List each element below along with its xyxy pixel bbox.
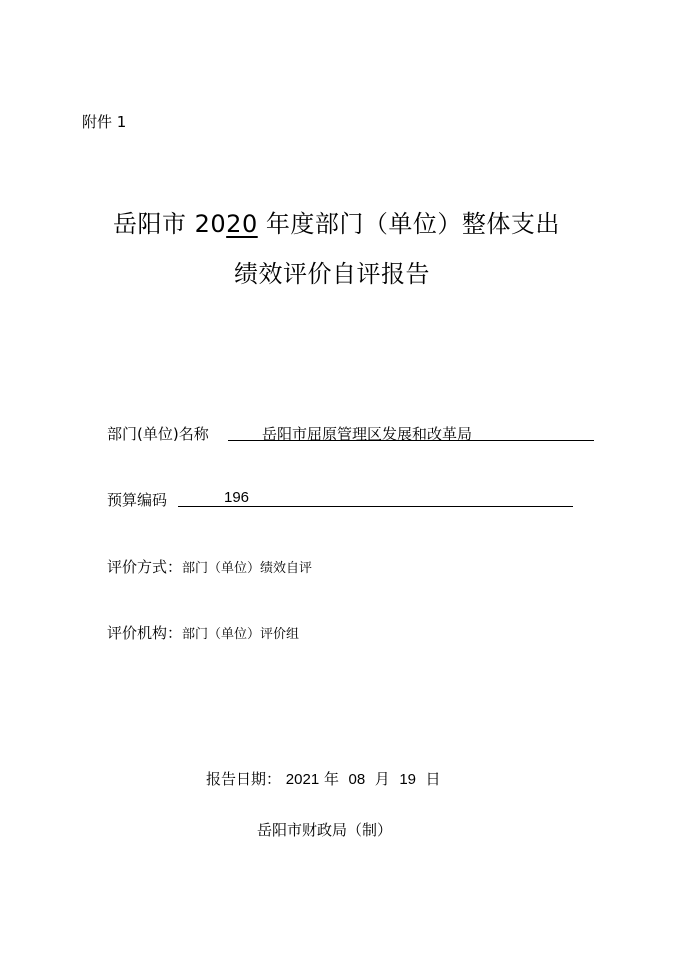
budget-underline [178,506,573,507]
method-value: 部门（单位）绩效自评 [182,561,313,576]
date-label: 报告日期： [206,770,282,788]
budget-value: 196 [224,489,250,506]
method-label: 评价方式： [107,558,183,576]
dept-label: 部门(单位)名称 [107,425,209,443]
method-row [107,556,312,577]
date-month: 08 [348,771,366,788]
title-prefix: 岳阳市 20 [113,210,227,238]
issuer: 岳阳市财政局（制） [257,821,393,839]
date-month-unit: 月 [374,770,390,788]
org-row [107,622,299,643]
date-year: 2021 [285,771,320,788]
date-year-unit: 年 [323,770,339,788]
date-day: 19 [399,771,416,788]
budget-label: 预算编码 [107,491,168,509]
title-suffix: 年度部门（单位）整体支出 [257,210,560,238]
title-year-underlined: 20 [226,210,258,238]
date-day-unit: 日 [425,770,441,788]
attachment-label: 附件 1 [82,113,127,131]
dept-value: 岳阳市屈原管理区发展和改革局 [262,425,473,443]
report-title-line2: 绩效评价自评报告 [234,260,430,288]
report-date [206,768,441,789]
org-label: 评价机构： [107,624,183,642]
org-value: 部门（单位）评价组 [182,627,300,642]
report-title-line1 [113,204,560,239]
